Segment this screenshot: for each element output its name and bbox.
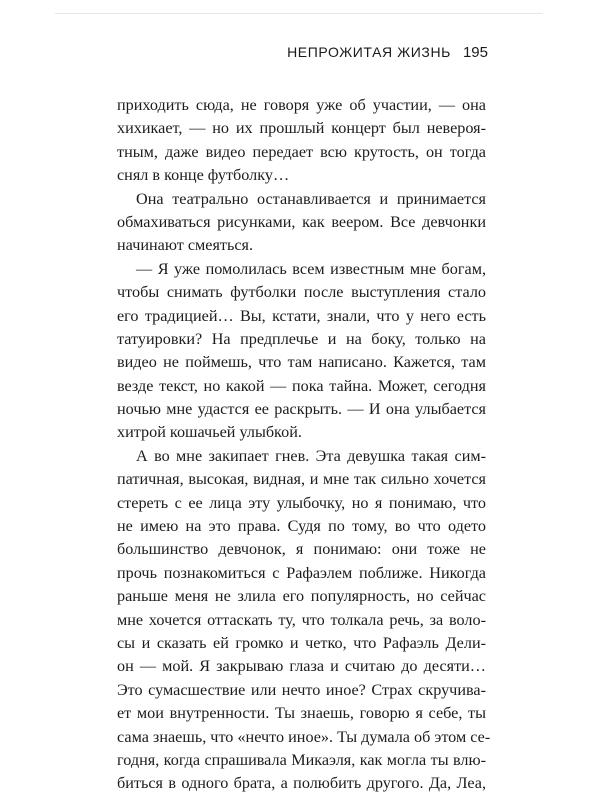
- running-head: [287, 44, 488, 61]
- text-line: А во мне закипает гнев. Эта девушка такая сим-: [136, 446, 486, 465]
- text-line: видео не поймешь, что там написано. Кажется, там: [117, 353, 486, 372]
- text-line: ет мои внутренности. Ты знаешь, говорю я себе, ты: [117, 704, 486, 723]
- text-line: — Я уже помолилась всем известным мне богам,: [136, 259, 486, 278]
- text-line: Это сумасшествие или нечто иное? Страх скручива-: [117, 680, 486, 699]
- text-line: годня, когда спрашивала Микаэля, как могла ты влю-: [117, 750, 486, 769]
- text-line: Она театрально останавливается и принимается: [136, 189, 486, 208]
- text-line: прочь познакомиться с Рафаэлем поближе. Никогда: [117, 563, 486, 582]
- text-line: стереть с ее лица эту улыбочку, но я понимаю, что: [117, 493, 486, 512]
- text-line: везде текст, но какой — пока тайна. Может, сегодня: [117, 376, 486, 395]
- text-line: раньше меня не злила его популярность, но сейчас: [117, 587, 486, 606]
- top-rule: [55, 13, 543, 14]
- text-line: биться в одного брата, а полюбить другого. Да, Леа,: [117, 774, 486, 793]
- text-line: приходить сюда, не говоря уже об участии, — она: [117, 96, 486, 114]
- text-line: хихикает, — но их прошлый концерт был невероя-: [117, 119, 486, 138]
- text-line: тным, даже видео передает всю крутость, он тогда: [117, 142, 486, 161]
- text-line: ночью мне удастся ее раскрыть. — И она улыбается: [117, 400, 486, 419]
- text-line: татуировки? На предплечье и на боку, только на: [117, 329, 486, 348]
- text-line: сама знаешь, что «нечто иное». Ты думала об этом се-: [117, 727, 491, 746]
- text-line: сы и сказать ей громко и четко, что Рафаэль Дели-: [117, 633, 486, 652]
- text-line: не имею на это права. Судя по тому, во что одето: [117, 517, 486, 536]
- text-line: начинают смеяться.: [117, 236, 254, 255]
- body-text: [117, 94, 491, 796]
- text-line: мне хочется оттаскать ту, что толкала речь, за воло-: [117, 610, 486, 629]
- text-line: обмахиваться рисунками, как веером. Все девчонки: [117, 212, 486, 231]
- text-line: снял в конце футболку…: [117, 166, 290, 185]
- text-line: чтобы снимать футболки после выступления стало: [117, 283, 486, 302]
- text-line: он — мой. Я закрываю глаза и считаю до десяти…: [117, 657, 486, 676]
- text-line: патичная, высокая, видная, и мне так сильно хочется: [117, 470, 486, 489]
- text-line: хитрой кошачьей улыбкой.: [117, 423, 302, 442]
- text-line: его традицией… Вы, кстати, знали, что у него есть: [117, 306, 486, 325]
- running-head-title: НЕПРОЖИТАЯ ЖИЗНЬ: [287, 44, 451, 60]
- page-number: 195: [462, 44, 488, 61]
- text-line: большинство девчонок, я понимаю: они тоже не: [117, 540, 486, 559]
